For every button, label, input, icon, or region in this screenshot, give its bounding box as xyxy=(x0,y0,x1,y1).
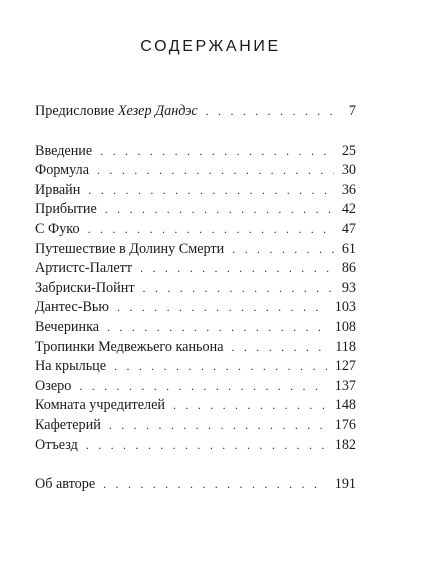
toc-entry-chapter[interactable] xyxy=(35,338,356,358)
toc-page-number: 93 xyxy=(341,279,356,296)
toc-entry-chapter[interactable] xyxy=(35,259,356,279)
toc-entry-label: Кафетерий xyxy=(35,416,101,433)
toc-page-number: 127 xyxy=(334,358,356,375)
toc-entry-label: Вечеринка xyxy=(35,318,100,335)
dot-leader xyxy=(232,240,334,260)
toc-entry-about-author[interactable] xyxy=(35,475,356,495)
dot-leader xyxy=(97,161,334,181)
toc-page-number: 47 xyxy=(341,220,356,237)
toc-entry-label: Забриски-Пойнт xyxy=(35,279,135,296)
toc-entry-chapter[interactable] xyxy=(35,220,356,240)
toc-entry-chapter[interactable] xyxy=(35,181,356,201)
toc-entry-label: Формула xyxy=(35,162,90,179)
dot-leader xyxy=(109,416,327,436)
toc-entry-chapter[interactable] xyxy=(35,436,356,456)
toc-entry-label: Озеро xyxy=(35,377,72,394)
toc-entry-chapter[interactable] xyxy=(35,161,356,181)
toc-entry-label: С Фуко xyxy=(35,220,80,237)
toc-page-number: 61 xyxy=(341,240,356,257)
toc-entry-chapter[interactable] xyxy=(35,240,356,260)
toc-entry-chapter[interactable] xyxy=(35,357,356,377)
dot-leader xyxy=(103,475,327,495)
toc-page-number: 103 xyxy=(334,299,356,316)
toc-entry-label xyxy=(35,102,198,122)
toc-entry-chapter[interactable] xyxy=(35,318,356,338)
dot-leader xyxy=(117,298,327,318)
toc-entry-label: Отъезд xyxy=(35,436,78,453)
toc-entry-chapter[interactable] xyxy=(35,396,356,416)
dot-leader xyxy=(173,396,327,416)
toc-entry-label: Ирвайн xyxy=(35,181,81,198)
table-of-contents xyxy=(35,102,356,495)
toc-page-number: 191 xyxy=(334,476,356,493)
toc-entry-label: Об авторе xyxy=(35,476,96,493)
toc-entry-label: Артистс-Палетт xyxy=(35,260,133,277)
toc-page-number: 108 xyxy=(334,318,356,335)
preface-label: Предисловие xyxy=(35,103,115,119)
dot-leader xyxy=(88,220,334,240)
toc-page-number: 42 xyxy=(341,201,356,218)
dot-leader xyxy=(107,318,327,338)
toc-entry-chapter[interactable] xyxy=(35,142,356,162)
dot-leader xyxy=(140,259,334,279)
preface-author: Хезер Дандэс xyxy=(117,103,198,119)
toc-spacer xyxy=(35,122,356,142)
toc-page-number: 137 xyxy=(334,377,356,394)
toc-entry-chapter[interactable] xyxy=(35,200,356,220)
dot-leader xyxy=(143,279,334,299)
toc-spacer xyxy=(35,455,356,475)
toc-page-number: 148 xyxy=(334,397,356,414)
toc-page-number: 118 xyxy=(335,338,356,355)
toc-page-number: 7 xyxy=(348,103,356,119)
toc-entry-label: Тропинки Медвежьего каньона xyxy=(35,338,224,355)
toc-entry-label: Прибытие xyxy=(35,201,97,218)
toc-page-number: 176 xyxy=(334,416,356,433)
toc-page-number: 182 xyxy=(334,436,356,453)
toc-entry-label: Введение xyxy=(35,142,93,159)
toc-page-number: 30 xyxy=(341,162,356,179)
toc-page-number: 86 xyxy=(341,260,356,277)
toc-entry-label: Дантес-Вью xyxy=(35,299,109,316)
dot-leader xyxy=(206,102,341,122)
toc-entry-label: Путешествие в Долину Смерти xyxy=(35,240,225,257)
toc-entry-chapter[interactable] xyxy=(35,416,356,436)
toc-page-number: 36 xyxy=(341,181,356,198)
dot-leader xyxy=(100,142,334,162)
toc-entry-label: Комната учредителей xyxy=(35,397,166,414)
dot-leader xyxy=(114,357,327,377)
toc-entry-preface[interactable] xyxy=(35,102,356,122)
dot-leader xyxy=(79,377,326,397)
dot-leader xyxy=(88,181,333,201)
toc-entry-chapter[interactable] xyxy=(35,377,356,397)
dot-leader xyxy=(105,200,334,220)
dot-leader xyxy=(232,338,328,358)
page-title: СОДЕРЖАНИЕ xyxy=(140,38,281,55)
toc-entry-chapter[interactable] xyxy=(35,298,356,318)
toc-entry-chapter[interactable] xyxy=(35,279,356,299)
dot-leader xyxy=(86,436,327,456)
toc-page-number: 25 xyxy=(341,142,356,159)
toc-entry-label: На крыльце xyxy=(35,358,107,375)
